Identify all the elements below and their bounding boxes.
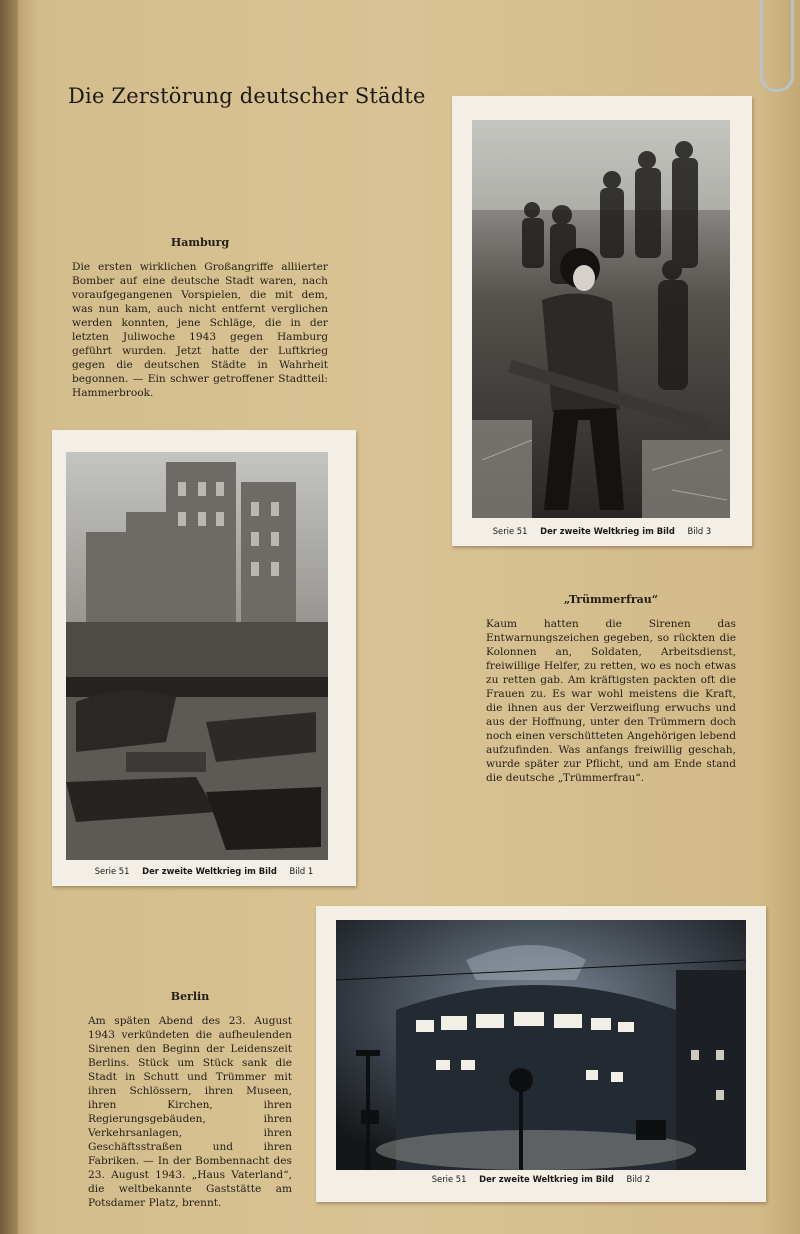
card1-number: Bild 1 — [289, 866, 314, 876]
berlin-text: Am späten Abend des 23. August 1943 verkündeten die aufheulenden Sirenen den Beginn der Leidenszeit Berlins. Stück um Stück sank die Stadt in Schutt und Trümmer mit ihren Schlössern, ihren Museen, ihren Kirchen, ihren Regierungsgebäuden, ihren Verkehrsanlagen, ihren Geschäftsstraßen und ihren Fabriken. — In der Bombennacht des 23. August 1943. „Haus Vaterland“, die weltbekannte Gaststätte am Potsdamer Platz, brennt. — [88, 1015, 292, 1209]
card-label-bild-2 — [316, 1174, 766, 1184]
hamburg-caption — [72, 236, 328, 400]
card3-collection: Der zweite Weltkrieg im Bild — [540, 526, 675, 536]
card2-collection: Der zweite Weltkrieg im Bild — [479, 1174, 614, 1184]
truemmerfrau-heading: „Trümmerfrau“ — [563, 593, 659, 606]
haus-vaterland-photo-image — [336, 920, 746, 1170]
truemmerfrau-photo-image — [472, 120, 730, 518]
truemmerfrau-caption — [486, 593, 736, 785]
card3-series: Serie 51 — [492, 526, 528, 536]
hamburg-text: Die ersten wirklichen Großangriffe alliierter Bomber auf eine deutsche Stadt waren, nach voraufgegangenen Vorspielen, die mit dem, was nun kam, auch nicht entfernt verglichen werden konnten, jene Schläge, die in der letzten Juliwoche 1943 gegen Hamburg geführt wurden. Jetzt hatte der Luftkrieg gegen die deutschen Städte in Wahrheit begonnen. — Ein schwer getroffener Stadtteil: Hammerbrook. — [72, 261, 328, 399]
card-label-bild-1 — [52, 866, 356, 876]
berlin-caption — [88, 990, 292, 1210]
page-title: Die Zerstörung deutscher Städte — [68, 84, 426, 108]
card1-collection: Der zweite Weltkrieg im Bild — [142, 866, 277, 876]
photo-card-bild-3 — [452, 96, 752, 546]
berlin-heading: Berlin — [170, 990, 210, 1003]
album-spine — [0, 0, 18, 1234]
card3-number: Bild 3 — [687, 526, 712, 536]
card1-series: Serie 51 — [94, 866, 130, 876]
photo-card-bild-2 — [316, 906, 766, 1202]
card-label-bild-3 — [452, 526, 752, 536]
hamburg-heading: Hamburg — [170, 236, 230, 249]
hamburg-ruins-photo-image — [66, 452, 328, 860]
hamburg-ruins-photo — [66, 452, 328, 860]
haus-vaterland-photo — [336, 920, 746, 1170]
truemmerfrau-photo — [472, 120, 730, 518]
card2-number: Bild 2 — [626, 1174, 651, 1184]
photo-card-bild-1 — [52, 430, 356, 886]
card2-series: Serie 51 — [431, 1174, 467, 1184]
paper-clip — [760, 0, 794, 92]
truemmerfrau-text: Kaum hatten die Sirenen das Entwarnungszeichen gegeben, so rückten die Kolonnen an, Soldaten, Arbeitsdienst, freiwillige Helfer, zu retten, wo es noch etwas zu retten gab. Am kräftigsten packten oft die Frauen zu. Es war wohl meistens die Kraft, die ihnen aus der Verzweiflung erwuchs und aus der Hoffnung, unter den Trümmern doch noch einen verschütteten Angehörigen lebend aufzufinden. Was anfangs freiwillig geschah, wurde später zur Pflicht, und am Ende stand die deutsche „Trümmerfrau“. — [486, 618, 736, 784]
